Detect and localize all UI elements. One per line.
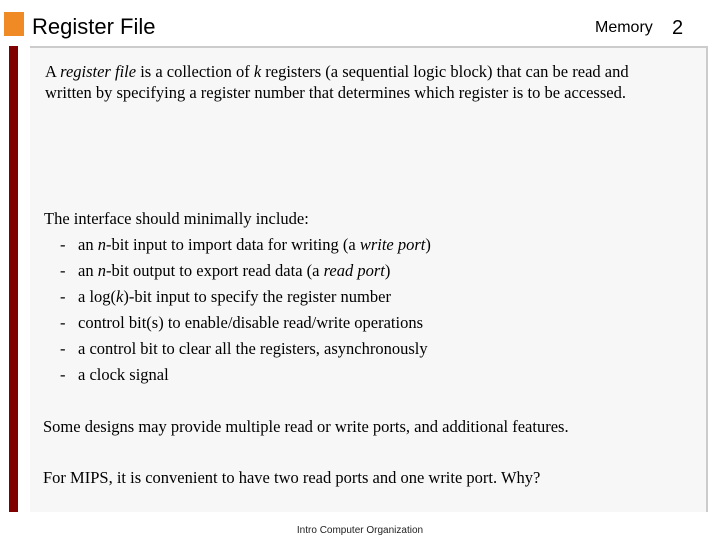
interface-list [60,234,431,390]
slide-title: Register File [32,14,156,39]
text-run: -bit output to export read data (a [105,261,324,280]
designs-note: Some designs may provide multiple read or write ports, and additional features. [43,417,569,436]
italic-term: n [97,235,106,254]
definition-line-2: written by specifying a register number that determines which register is to be accessed. [45,83,626,102]
text-run: registers (a sequential logic block) that can be read and [261,62,629,81]
dash-bullet: - [60,261,66,280]
text-run: control bit(s) to enable/disable read/write operations [78,313,424,332]
list-item [60,312,431,338]
italic-term: read port [323,261,385,280]
footer-course-name: Intro Computer Organization [296,525,424,536]
mips-note: For MIPS, it is convenient to have two read ports and one write port. Why? [43,468,541,487]
definition-line-1 [45,61,629,82]
slide-number: 2 [672,17,684,39]
italic-term: n [97,261,106,280]
italic-term: k [116,287,124,306]
interface-heading: The interface should minimally include: [44,209,309,228]
list-item [60,286,431,312]
text-run: )-bit input to specify the register number [123,287,391,306]
italic-term: write port [359,235,426,254]
text-run: is a collection of [136,62,254,81]
dash-bullet: - [60,313,66,332]
text-run: a log( [78,287,117,306]
text-run: an [78,261,98,280]
section-label: Memory [595,19,653,36]
dash-bullet: - [60,287,66,306]
left-accent-bar [9,46,18,512]
text-run: ) [425,235,431,254]
text-run: a control bit to clear all the registers, asynchronously [78,339,428,358]
list-item [60,364,431,390]
text-run: -bit input to import data for writing (a [105,235,360,254]
text-run: A [45,62,61,81]
dash-bullet: - [60,365,66,384]
text-run: a clock signal [78,365,169,384]
list-item [60,234,431,260]
text-run: ) [384,261,391,280]
text-run: an [78,235,98,254]
dash-bullet: - [60,235,66,254]
list-item [60,260,431,286]
dash-bullet: - [60,339,66,358]
italic-term: k [253,62,262,81]
italic-term: register file [60,62,137,81]
register-file-definition [45,61,629,103]
list-item [60,338,431,364]
title-accent-square [4,12,24,36]
